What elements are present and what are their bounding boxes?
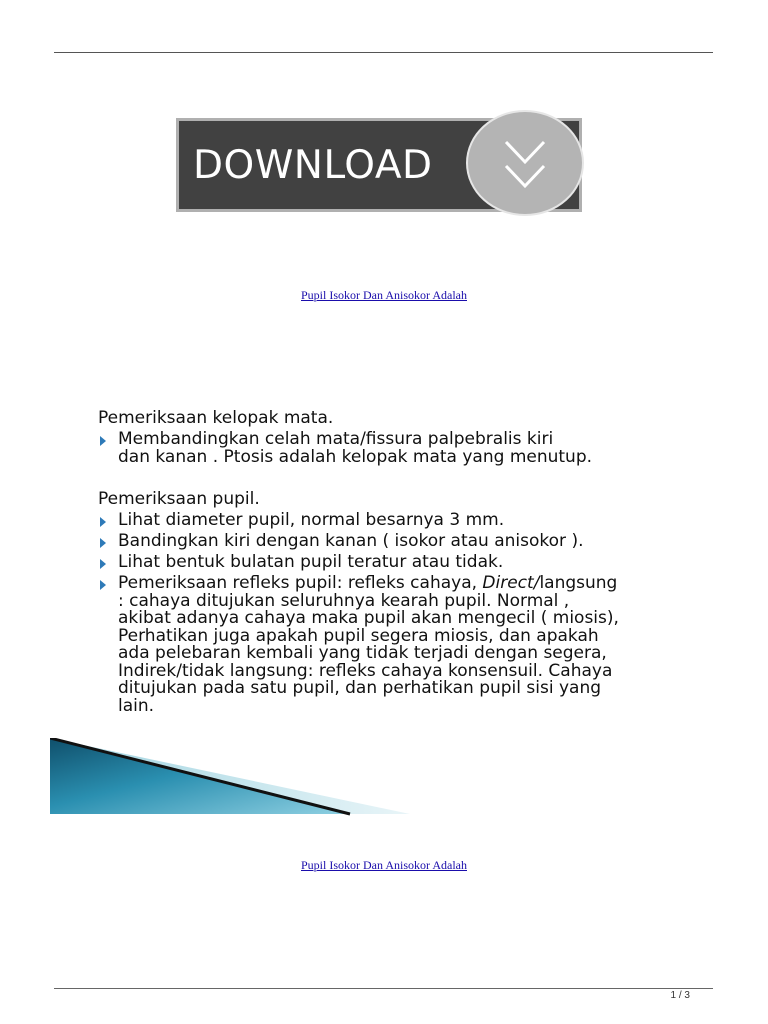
bullet-arrow-icon xyxy=(100,538,106,548)
top-divider xyxy=(54,52,713,53)
bullet-item xyxy=(100,575,690,715)
title-link-bottom[interactable]: Pupil Isokor Dan Anisokor Adalah xyxy=(301,858,467,872)
slide-decoration xyxy=(50,738,420,816)
bottom-divider xyxy=(54,988,713,989)
title-link-top[interactable]: Pupil Isokor Dan Anisokor Adalah xyxy=(301,288,467,302)
bullet-arrow-icon xyxy=(100,436,106,446)
double-chevron-down-icon xyxy=(468,112,582,214)
download-label: DOWNLOAD xyxy=(193,143,433,188)
bullet-arrow-icon xyxy=(100,517,106,527)
bullet-item xyxy=(100,512,690,530)
page-number: 1 / 3 xyxy=(670,990,690,1001)
heading-pupil: Pemeriksaan pupil. xyxy=(98,489,260,509)
bullet-item xyxy=(100,431,690,466)
bullet-arrow-icon xyxy=(100,559,106,569)
download-circle[interactable] xyxy=(466,110,584,216)
bullet-text: Pemeriksaan refleks pupil: refleks cahaya, Direct/langsung : cahaya ditujukan seluruhnya kearah pupil. Normal , akibat adanya cahaya maka pupil akan mengecil ( miosis), Perhatikan juga apakah pupil segera miosis, dan apakah ada pelebaran kembali yang tidak terjadi dengan segera, Indirek/tidak langsung: refleks cahaya konsensuil. Cahaya ditujukan pada satu pupil, dan perhatikan pupil sisi yang lain. xyxy=(118,573,619,716)
bullet-text: Lihat bentuk bulatan pupil teratur atau tidak. xyxy=(118,552,504,572)
bullet-text: Lihat diameter pupil, normal besarnya 3 mm. xyxy=(118,510,505,530)
bullet-item xyxy=(100,533,690,551)
bullet-item xyxy=(100,554,690,572)
bullet-text: Bandingkan kiri dengan kanan ( isokor atau anisokor ). xyxy=(118,531,584,551)
bullet-arrow-icon xyxy=(100,580,106,590)
bullet-text: Membandingkan celah mata/fissura palpebralis kiri dan kanan . Ptosis adalah kelopak mata yang menutup. xyxy=(118,429,593,467)
heading-kelopak: Pemeriksaan kelopak mata. xyxy=(98,408,334,428)
